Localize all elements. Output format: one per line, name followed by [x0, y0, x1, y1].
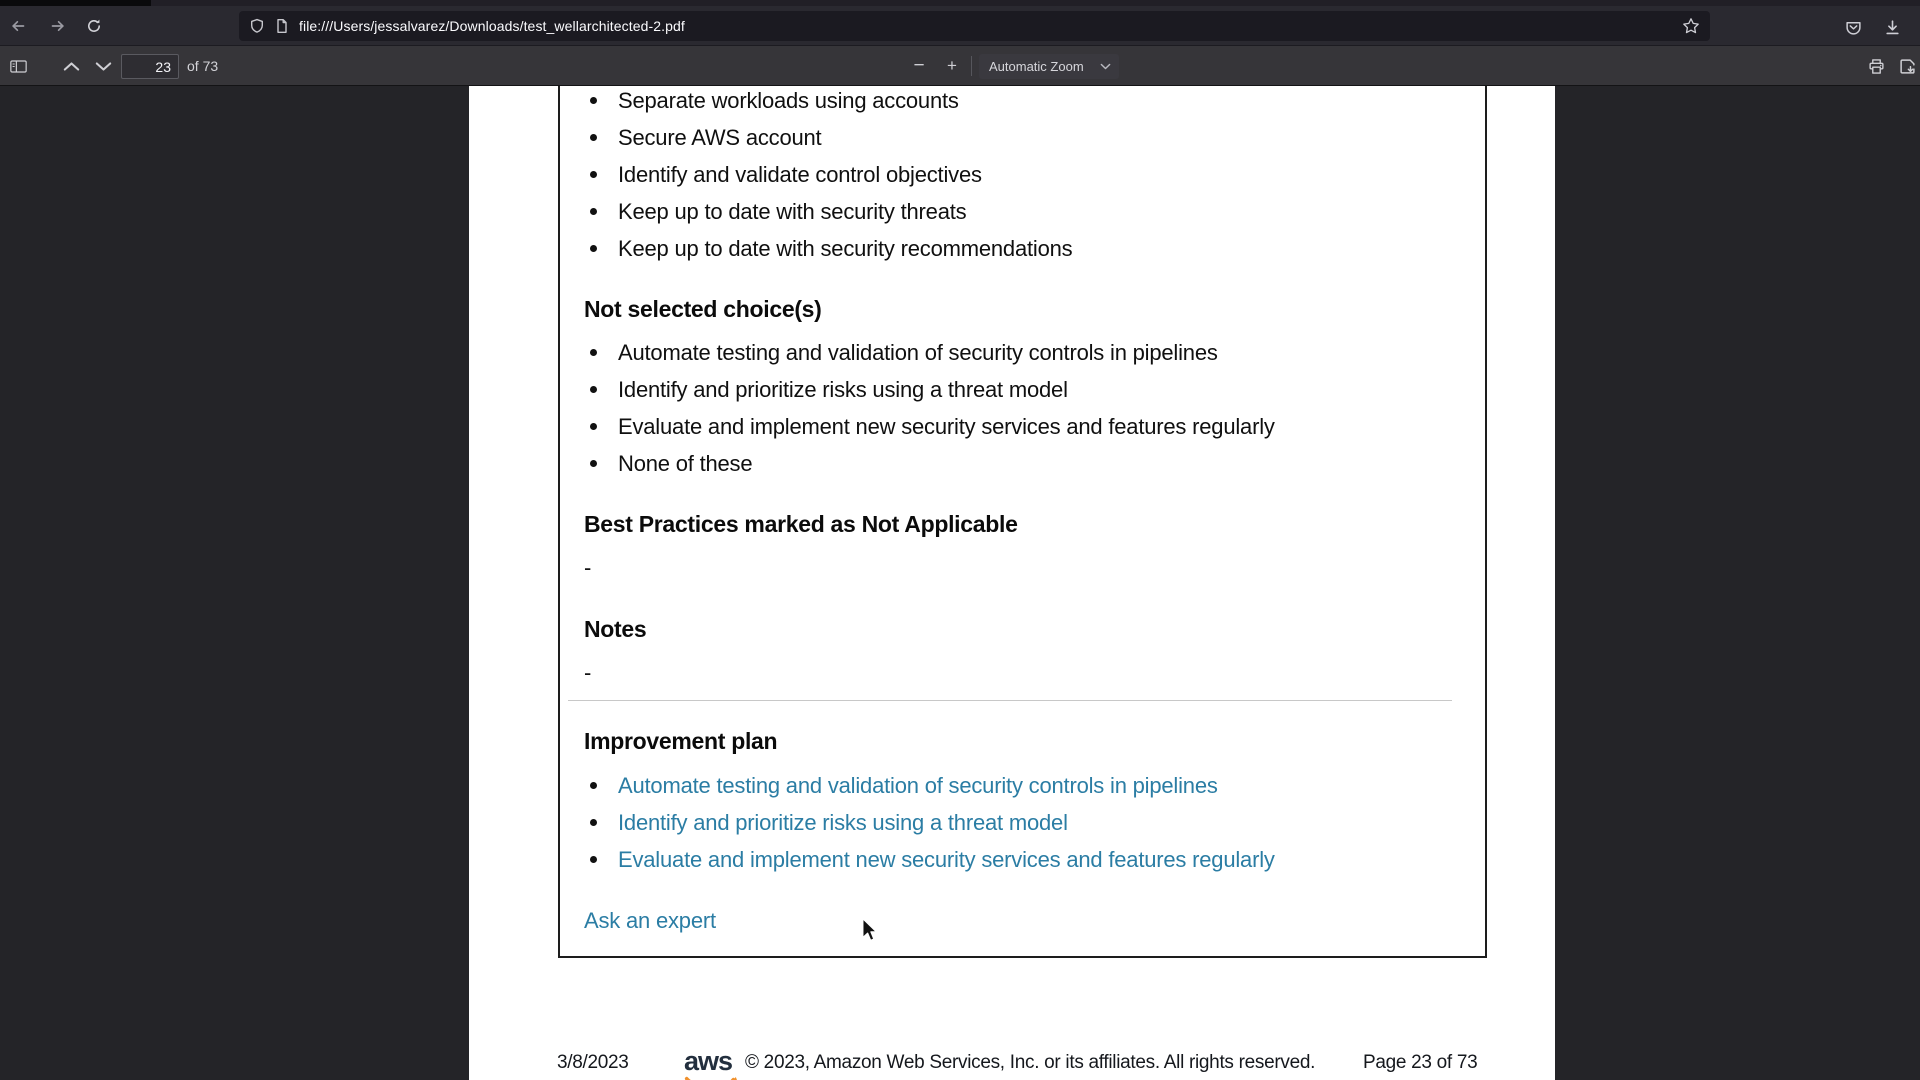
sidebar-toggle-button[interactable]: [4, 54, 32, 78]
back-button[interactable]: [4, 12, 32, 40]
page-footer-label: Page 23 of 73: [1363, 1052, 1478, 1073]
chevron-down-icon: [95, 58, 112, 75]
minus-icon: −: [913, 55, 925, 76]
browser-toolbar: [0, 6, 1920, 46]
best-practices-value: -: [584, 555, 592, 580]
list-item: [584, 804, 1475, 841]
improvement-link[interactable]: Identify and prioritize risks using a threat model: [618, 810, 1068, 835]
notes-heading: Notes: [584, 616, 647, 642]
url-text: file:///Users/jessalvarez/Downloads/test_wellarchitected-2.pdf: [299, 18, 685, 34]
plus-icon: +: [947, 56, 957, 75]
section-divider: [568, 700, 1452, 701]
bullet-icon: [590, 171, 597, 178]
improvement-links-list: [584, 767, 1475, 878]
not-selected-choices-list: [584, 334, 1475, 482]
pocket-icon: [1845, 19, 1862, 36]
best-practices-heading: Best Practices marked as Not Applicable: [584, 511, 1018, 537]
star-icon: [1682, 17, 1700, 35]
bullet-icon: [590, 423, 597, 430]
pocket-button[interactable]: [1840, 14, 1866, 40]
notes-value: -: [584, 660, 592, 685]
downloads-button[interactable]: [1879, 14, 1905, 40]
bullet-icon: [590, 245, 597, 252]
mouse-cursor: [860, 917, 879, 944]
next-page-button[interactable]: [90, 56, 116, 76]
pdf-viewer[interactable]: [0, 86, 1920, 1080]
report-date: 3/8/2023: [557, 1052, 629, 1073]
zoom-mode-label: Automatic Zoom: [989, 59, 1084, 74]
list-item: Separate workloads using accounts: [584, 82, 1475, 119]
shield-icon[interactable]: [249, 18, 265, 34]
previous-page-button[interactable]: [58, 56, 84, 76]
zoom-out-button[interactable]: [905, 56, 933, 76]
zoom-mode-select[interactable]: [979, 54, 1119, 79]
bullet-icon: [590, 386, 597, 393]
bullet-icon: [590, 349, 597, 356]
url-bar[interactable]: [239, 11, 1710, 41]
copyright-text: © 2023, Amazon Web Services, Inc. or its affiliates. All rights reserved.: [745, 1052, 1316, 1073]
download-icon: [1884, 19, 1901, 36]
list-item: Identify and prioritize risks using a threat model: [584, 371, 1475, 408]
page-count-label: of 73: [187, 58, 219, 74]
forward-button[interactable]: [44, 12, 72, 40]
ask-an-expert-link[interactable]: Ask an expert: [584, 908, 716, 933]
selected-choices-list: [584, 82, 1475, 267]
aws-logo: aws: [684, 1046, 733, 1076]
not-selected-heading: Not selected choice(s): [584, 296, 822, 322]
reload-button[interactable]: [80, 12, 108, 40]
list-item: Identify and validate control objectives: [584, 156, 1475, 193]
bullet-icon: [590, 97, 597, 104]
chevron-up-icon: [63, 58, 80, 75]
forward-icon: [50, 18, 66, 34]
printer-icon: [1868, 58, 1885, 75]
page-icon[interactable]: [274, 18, 290, 34]
pdf-toolbar: [0, 46, 1920, 86]
improvement-link[interactable]: Automate testing and validation of security controls in pipelines: [618, 773, 1218, 798]
reload-icon: [86, 18, 102, 34]
back-icon: [10, 18, 26, 34]
save-icon: [1899, 58, 1916, 75]
bullet-icon: [590, 208, 597, 215]
print-button[interactable]: [1863, 54, 1889, 78]
save-document-button[interactable]: [1894, 54, 1920, 78]
pdf-page: [469, 86, 1555, 1080]
bullet-icon: [590, 819, 597, 826]
page-number-input[interactable]: [121, 54, 179, 79]
bullet-icon: [590, 856, 597, 863]
bullet-icon: [590, 460, 597, 467]
improvement-plan-heading: Improvement plan: [584, 728, 778, 754]
chevron-down-icon: [1100, 61, 1111, 72]
sidebar-toggle-icon: [10, 58, 27, 75]
zoom-in-button[interactable]: [938, 56, 966, 76]
list-item: Keep up to date with security threats: [584, 193, 1475, 230]
aws-smile-icon: [682, 1076, 740, 1080]
list-item: Secure AWS account: [584, 119, 1475, 156]
list-item: [584, 767, 1475, 804]
list-item: Evaluate and implement new security services and features regularly: [584, 408, 1475, 445]
bullet-icon: [590, 134, 597, 141]
bookmark-star-button[interactable]: [1682, 17, 1700, 35]
toolbar-divider: [971, 56, 972, 76]
bullet-icon: [590, 782, 597, 789]
list-item: [584, 841, 1475, 878]
list-item: Keep up to date with security recommendations: [584, 230, 1475, 267]
improvement-link[interactable]: Evaluate and implement new security services and features regularly: [618, 847, 1275, 872]
list-item: Automate testing and validation of security controls in pipelines: [584, 334, 1475, 371]
list-item: None of these: [584, 445, 1475, 482]
